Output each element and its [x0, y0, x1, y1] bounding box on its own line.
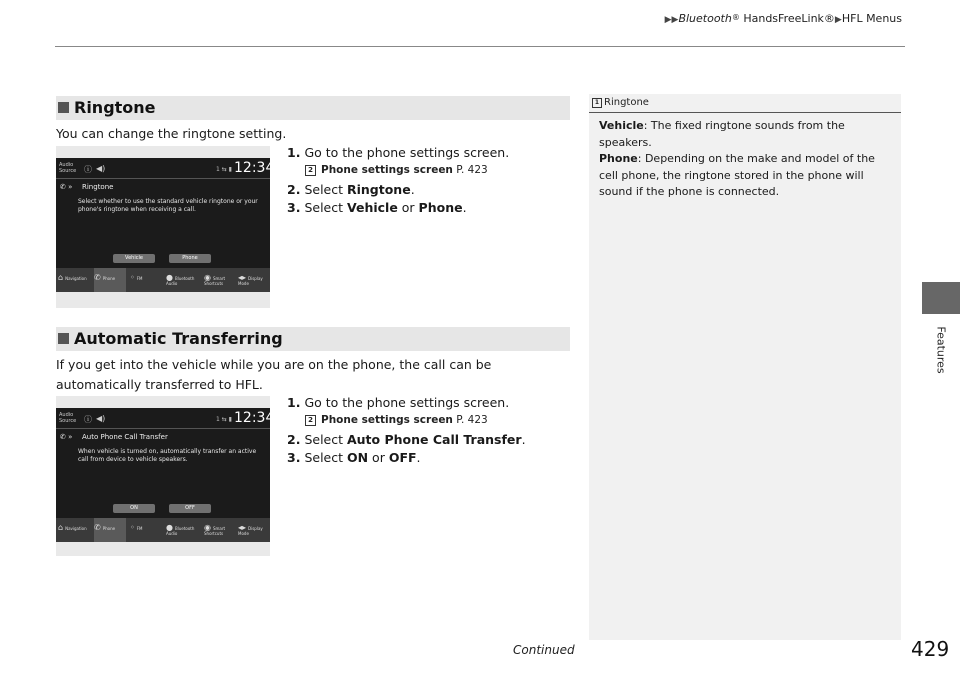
step-option: Ringtone	[346, 182, 411, 197]
status-indicators: 1 ⇆ ▮	[216, 166, 232, 173]
nav-navigation-label: Navigation	[65, 276, 87, 281]
step-text: .	[521, 432, 526, 447]
speaker-icon: ◀)	[96, 414, 106, 423]
page-number: 429	[911, 637, 950, 661]
transfer-screenshot	[56, 396, 275, 556]
note-title: Ringtone	[604, 97, 649, 108]
radio-icon: ◦	[130, 273, 135, 282]
chapter-label-text: Features	[934, 326, 948, 374]
ringtone-heading-bar	[56, 96, 570, 120]
step-text: .	[416, 450, 421, 465]
off-button[interactable]: OFF	[169, 504, 211, 513]
nav-smart-shortcuts[interactable]	[204, 518, 236, 542]
transfer-screen	[56, 408, 275, 542]
nav-bluetooth-label: Bluetooth Audio	[166, 526, 195, 536]
step-number: 1.	[287, 395, 301, 410]
nav-navigation-label: Navigation	[65, 526, 87, 531]
nav-bluetooth-audio[interactable]	[166, 518, 202, 542]
transfer-reference[interactable]	[305, 414, 488, 426]
step-text: .	[410, 182, 415, 197]
clock: 12:34	[234, 410, 275, 426]
note-term: Phone	[599, 152, 638, 165]
screen-title: Auto Phone Call Transfer	[82, 433, 168, 441]
breadcrumb-handsfreelink: HandsFreeLink®	[739, 12, 835, 25]
note-phone	[599, 151, 889, 201]
bottom-nav-bar	[56, 268, 270, 292]
reference-icon: 2	[305, 165, 316, 176]
nav-phone-label: Phone	[102, 526, 116, 531]
nav-smart-shortcuts[interactable]	[204, 268, 236, 292]
nav-fm-label: FM	[136, 526, 143, 531]
audio-source-label: Audio Source	[59, 412, 77, 424]
reference-page: P. 423	[456, 164, 488, 176]
screen-title: Ringtone	[82, 183, 114, 191]
nav-phone-label: Phone	[102, 276, 116, 281]
nav-fm[interactable]	[130, 268, 164, 292]
reference-icon: 2	[305, 415, 316, 426]
section-square-icon	[58, 102, 69, 113]
nav-bluetooth-label: Bluetooth Audio	[166, 276, 195, 286]
nav-phone[interactable]	[94, 268, 126, 292]
step-number: 3.	[287, 450, 301, 465]
radio-icon: ◦	[130, 523, 135, 532]
transfer-step-3	[287, 450, 421, 465]
ringtone-screen	[56, 158, 275, 292]
step-option: Phone	[418, 200, 463, 215]
speaker-icon: ◀)	[96, 164, 106, 173]
step-number: 2.	[287, 432, 301, 447]
step-number: 3.	[287, 200, 301, 215]
bluetooth-icon: ●	[166, 273, 173, 282]
chapter-tab-marker	[922, 282, 960, 314]
ringtone-step-2	[287, 182, 415, 197]
screen-divider	[56, 178, 270, 179]
side-note	[589, 94, 901, 640]
shortcut-icon: ◉	[204, 523, 211, 532]
status-indicators: 1 ⇆ ▮	[216, 416, 232, 423]
note-header	[592, 97, 649, 108]
step-text: Select	[304, 182, 347, 197]
phone-button[interactable]: Phone	[169, 254, 211, 263]
step-number: 2.	[287, 182, 301, 197]
step-option: Vehicle	[346, 200, 398, 215]
ringtone-step-1	[287, 145, 509, 160]
breadcrumb	[0, 12, 902, 25]
note-body	[599, 118, 889, 201]
reference-page: P. 423	[456, 414, 488, 426]
nav-display-mode[interactable]	[238, 268, 268, 292]
nav-smart-label: Smart Shortcuts	[204, 276, 226, 286]
header-rule	[55, 46, 905, 47]
transfer-heading-bar	[56, 327, 570, 351]
screen-divider	[56, 428, 270, 429]
phone-back-icon: ✆ »	[60, 433, 73, 441]
reference-label: Phone settings screen	[321, 164, 453, 176]
phone-icon: ✆	[94, 273, 101, 282]
step-text: Go to the phone settings screen.	[304, 145, 510, 160]
phone-back-icon: ✆ »	[60, 183, 73, 191]
bluetooth-icon: ●	[166, 523, 173, 532]
continued-label: Continued	[513, 643, 575, 657]
navigation-icon: ⌂	[58, 273, 64, 282]
note-icon: 1	[592, 98, 602, 108]
step-text: Select	[304, 200, 347, 215]
ringtone-screenshot	[56, 146, 275, 308]
nav-display-mode[interactable]	[238, 518, 268, 542]
nav-navigation[interactable]	[58, 268, 92, 292]
display-icon: ◂▸	[238, 273, 247, 282]
clock: 12:34	[234, 160, 275, 176]
step-text: Select	[304, 450, 347, 465]
note-definition: : The fixed ringtone sounds from the speakers.	[599, 119, 845, 149]
breadcrumb-arrow-icon: ▶▶	[664, 15, 679, 25]
note-rule	[589, 112, 901, 113]
nav-fm-label: FM	[136, 276, 143, 281]
ringtone-heading: Ringtone	[74, 98, 156, 117]
nav-display-label: Display Mode	[238, 276, 263, 286]
vehicle-button[interactable]: Vehicle	[113, 254, 155, 263]
transfer-heading: Automatic Transferring	[74, 329, 283, 348]
note-definition: : Depending on the make and model of the cell phone, the ringtone stored in the phone will sound if the phone is connected.	[599, 152, 875, 198]
phone-icon: ✆	[94, 523, 101, 532]
nav-display-label: Display Mode	[238, 526, 263, 536]
step-number: 1.	[287, 145, 301, 160]
nav-phone[interactable]	[94, 518, 126, 542]
step-text: Select	[304, 432, 347, 447]
nav-fm[interactable]	[130, 518, 164, 542]
reference-label: Phone settings screen	[321, 414, 453, 426]
screen-message: When vehicle is turned on, automatically transfer an active call from device to vehicle speakers.	[78, 448, 257, 463]
step-option: OFF	[388, 450, 417, 465]
info-icon: ⓘ	[84, 415, 92, 424]
display-icon: ◂▸	[238, 523, 247, 532]
note-vehicle	[599, 118, 889, 151]
step-text: Go to the phone settings screen.	[304, 395, 510, 410]
on-button[interactable]: ON	[113, 504, 155, 513]
shortcut-icon: ◉	[204, 273, 211, 282]
step-text: or	[397, 200, 419, 215]
breadcrumb-bluetooth: Bluetooth	[678, 12, 732, 25]
navigation-icon: ⌂	[58, 523, 64, 532]
chapter-tab-label	[922, 320, 960, 380]
screen-message: Select whether to use the standard vehicle ringtone or your phone's ringtone when receiving a call.	[78, 198, 258, 213]
info-icon: ⓘ	[84, 165, 92, 174]
registered-mark: ®	[731, 13, 740, 22]
step-text: .	[462, 200, 467, 215]
audio-source-label: Audio Source	[59, 162, 77, 174]
transfer-intro: If you get into the vehicle while you are on the phone, the call can be automatically transferred to HFL.	[56, 357, 492, 392]
step-option: ON	[346, 450, 369, 465]
nav-bluetooth-audio[interactable]	[166, 268, 202, 292]
step-text: or	[368, 450, 389, 465]
nav-navigation[interactable]	[58, 518, 92, 542]
note-term: Vehicle	[599, 119, 644, 132]
bottom-nav-bar	[56, 518, 270, 542]
transfer-step-2	[287, 432, 526, 447]
breadcrumb-hfl-menus: HFL Menus	[841, 12, 902, 25]
step-option: Auto Phone Call Transfer	[346, 432, 522, 447]
transfer-step-1	[287, 395, 509, 410]
ringtone-step-3	[287, 200, 467, 215]
ringtone-reference[interactable]	[305, 164, 488, 176]
nav-smart-label: Smart Shortcuts	[204, 526, 226, 536]
section-square-icon	[58, 333, 69, 344]
ringtone-intro: You can change the ringtone setting.	[56, 126, 287, 141]
breadcrumb-arrow-icon: ▶	[834, 15, 842, 25]
